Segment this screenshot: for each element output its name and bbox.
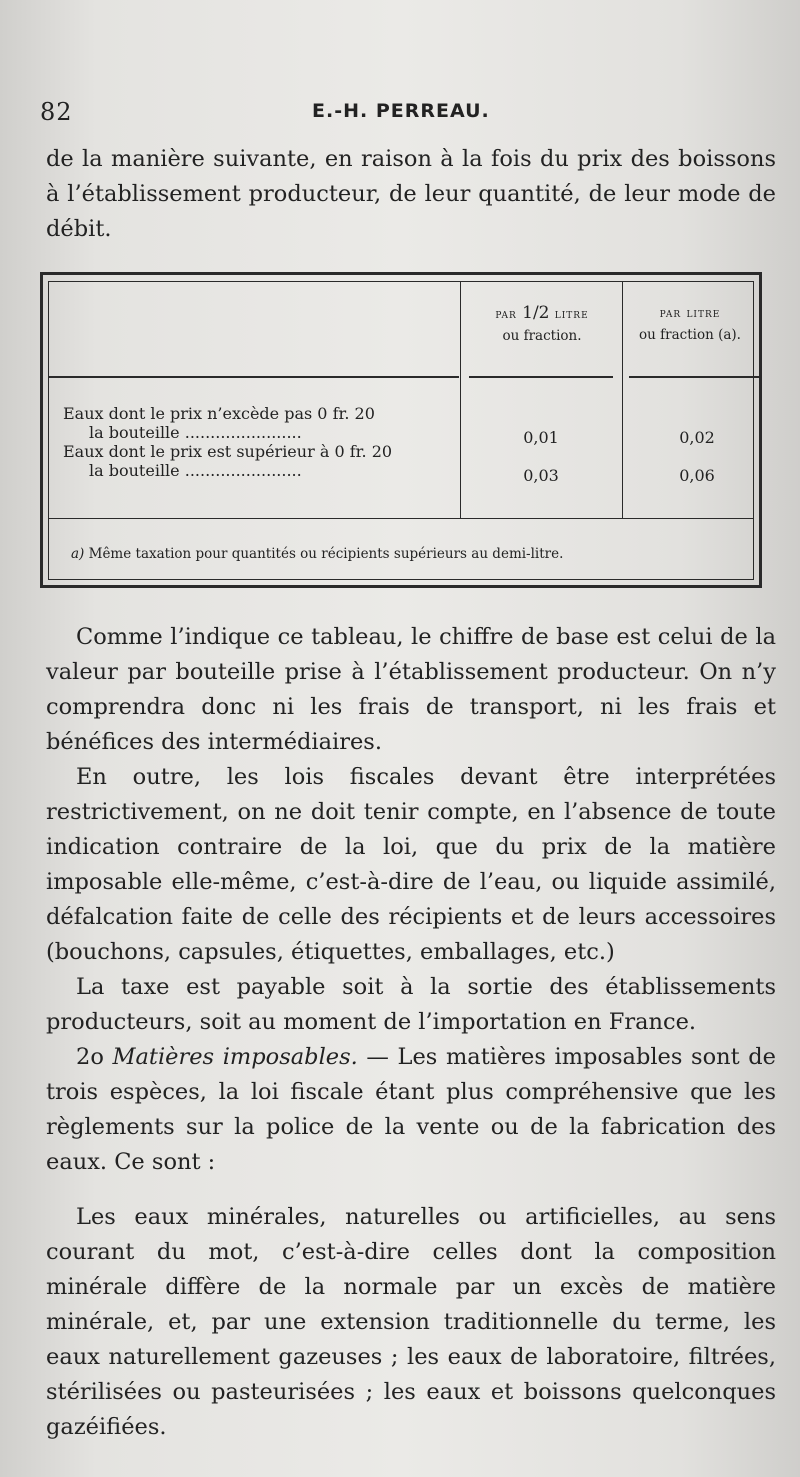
table-divider-2	[622, 282, 623, 518]
table-row-1-half-litre: 0,01	[523, 428, 559, 447]
header-rule-2	[469, 376, 613, 378]
table-row-2-litre: 0,06	[679, 466, 715, 485]
section-paragraph	[46, 1040, 776, 1180]
table-row-2-half-litre: 0,03	[523, 466, 559, 485]
section-text: — Les matières imposables sont de trois espèces, la loi fiscale étant plus compréhensive que les règlements sur la police de la vente ou de la fabrication des eaux. Ce sont :	[46, 1044, 776, 1175]
column-header-half-litre: par 1/2 litre ou fraction.	[495, 303, 589, 344]
paragraph-2: En outre, les lois fiscales devant être interprétées restrictivement, on ne doit tenir compte, en l’absence de toute indication contraire de la loi, que du prix de la matière imposable elle-même, c’est-à-dire de l’eau, ou liquide assimilé, défalcation faite de celle des récipients et de leurs accessoires (bouchons, capsules, étiquettes, emballages, etc.)	[46, 764, 776, 965]
section-number: 2o	[76, 1044, 113, 1070]
table-divider-1	[460, 282, 461, 518]
table-row-1-label: Eaux dont le prix n’excède pas 0 fr. 20 la bouteille .......................	[63, 404, 375, 442]
page-header	[40, 98, 740, 134]
paragraph-last: Les eaux minérales, naturelles ou artificielles, au sens courant du mot, c’est-à-dire celles dont la composition minérale diffère de la normale par un excès de matière minérale, et, par une extension traditionnelle du terme, les eaux naturellement gazeuses ; les eaux de laboratoire, filtrées, stérilisées ou pasteurisées ; les eaux et boissons quelconques gazéifiées.	[46, 1204, 776, 1440]
page-number: 82	[40, 98, 73, 126]
intro-paragraph: de la manière suivante, en raison à la fois du prix des boissons à l’établissement producteur, de leur quantité, de leur mode de débit.	[46, 146, 776, 242]
footnote-rule	[49, 518, 753, 519]
tax-table-inner	[48, 281, 754, 580]
section-title: Matières imposables.	[112, 1044, 358, 1070]
header-rule-1	[49, 376, 459, 378]
tax-table	[40, 272, 762, 588]
paragraph-1: Comme l’indique ce tableau, le chiffre de base est celui de la valeur par bouteille prise à l’établissement producteur. On n’y comprendra donc ni les frais de transport, ni les frais et bénéfices des intermédiaires.	[46, 624, 776, 755]
table-row-2-label: Eaux dont le prix est supérieur à 0 fr. 20 la bouteille .......................	[63, 442, 393, 480]
column-header-litre: par litre ou fraction (a).	[639, 305, 741, 343]
paragraph-3: La taxe est payable soit à la sortie des établissements producteurs, soit au moment de l’importation en France.	[46, 974, 776, 1035]
table-footnote: a) Même taxation pour quantités ou récipients supérieurs au demi-litre.	[71, 546, 564, 562]
table-row-1-litre: 0,02	[679, 428, 715, 447]
header-rule-3	[629, 376, 759, 378]
running-head: E.-H. PERREAU.	[312, 100, 490, 122]
